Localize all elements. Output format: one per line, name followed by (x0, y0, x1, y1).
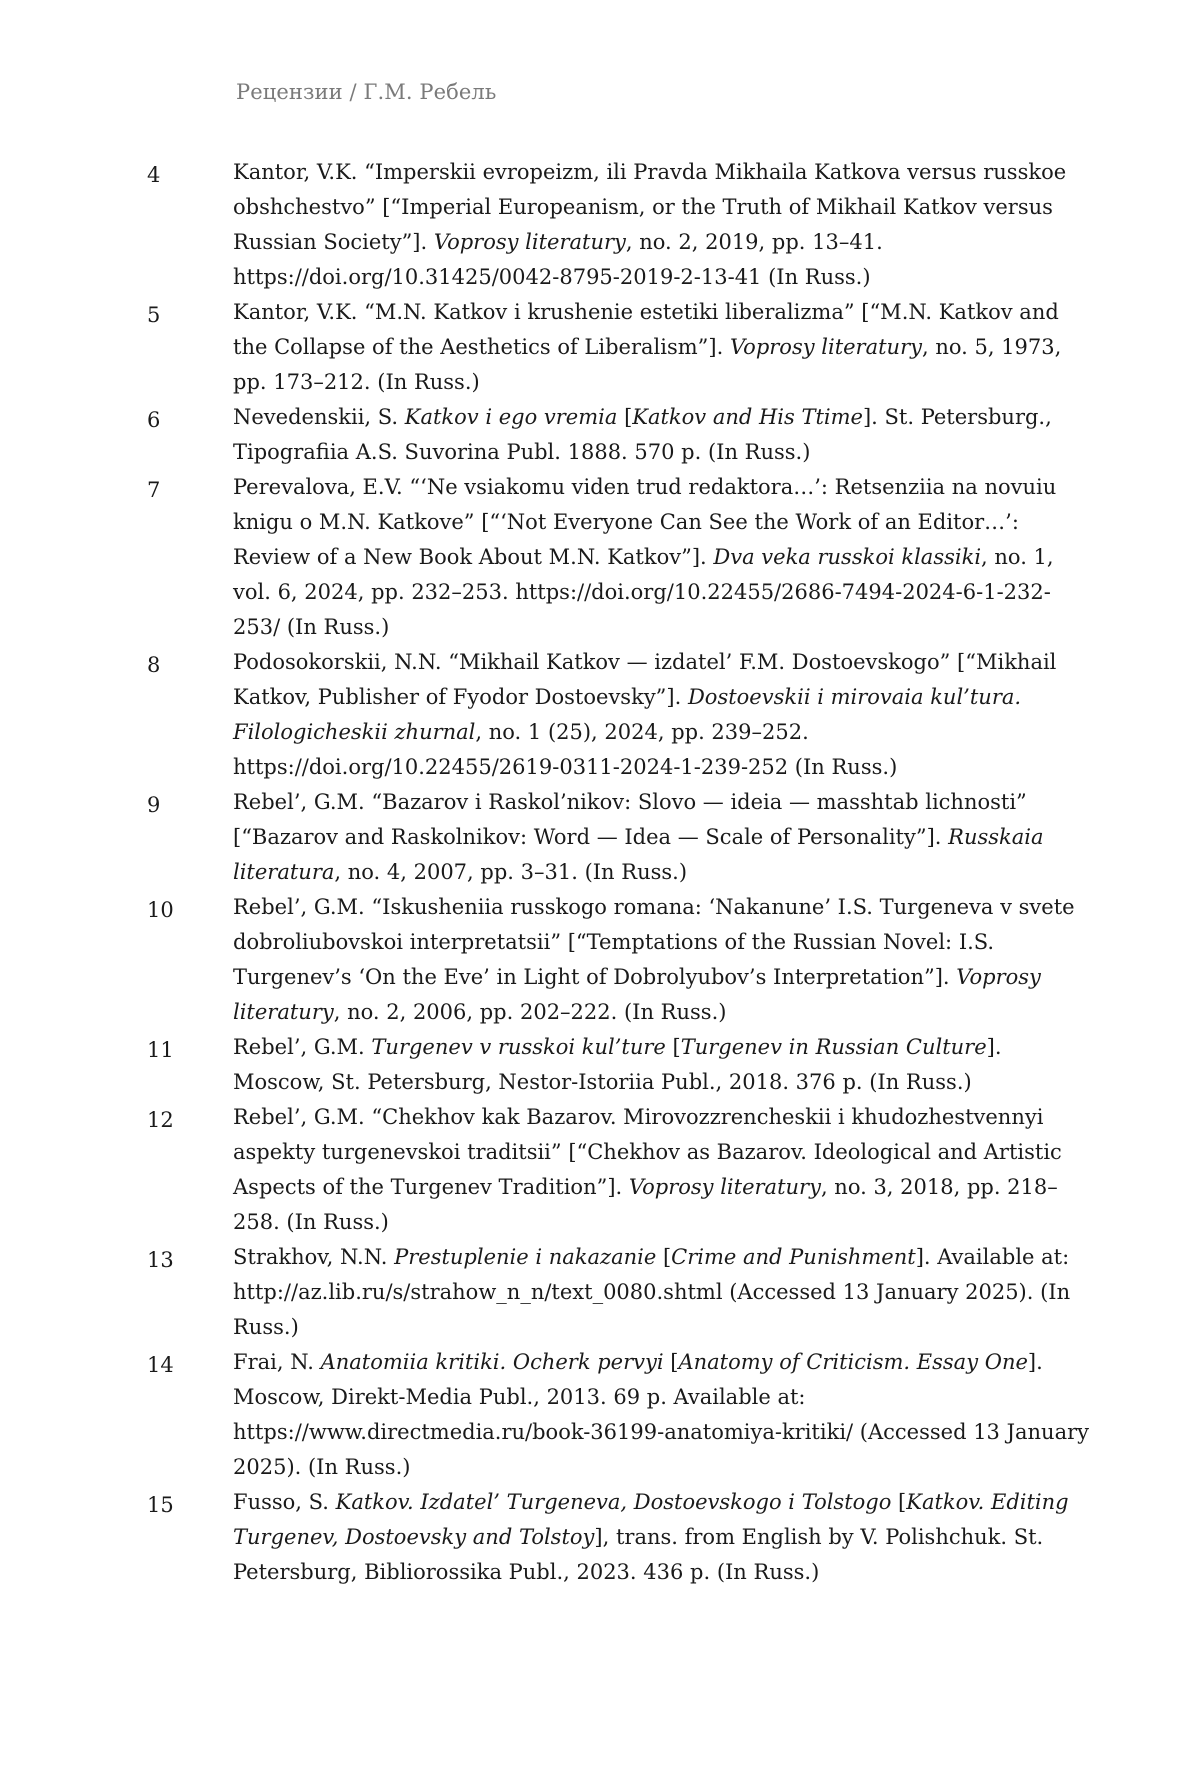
reference-text (233, 890, 1097, 1030)
reference-segment: [ (891, 1490, 907, 1514)
reference-number: 9 (147, 793, 161, 817)
reference-item (147, 155, 1097, 295)
reference-segment: , no. 3, 2018, pp. 218–258. (In Russ.) (233, 1175, 1058, 1234)
reference-title-italic: Voprosy literatury (433, 230, 626, 254)
reference-item (147, 645, 1097, 785)
reference-item (147, 785, 1097, 890)
reference-text (233, 1100, 1097, 1240)
reference-segment: , no. 1, vol. 6, 2024, pp. 232–253. https://doi.org/10.22455/2686-7494-2024-6-1-232-253/ (In Russ.) (233, 545, 1054, 639)
reference-segment: Rebel’, G.M. “Bazarov i Raskol’nikov: Slovo — ideia — masshtab lichnosti” [“Bazarov and Raskolnikov: Word — Idea — Scale of Personality”]. (233, 790, 1027, 849)
reference-segment: [ (663, 1350, 679, 1374)
reference-segment: Nevedenskii, S. (233, 405, 405, 429)
reference-item (147, 1030, 1097, 1100)
reference-title-italic: Dva veka russkoi klassiki (713, 545, 982, 569)
reference-title-italic: Dostoevskii i mirovaia kul’tura. Filologicheskii zhurnal (233, 685, 1022, 744)
reference-item (147, 1345, 1097, 1485)
reference-number: 8 (147, 653, 161, 677)
reference-text (233, 1345, 1097, 1485)
reference-title-italic: Voprosy literatury (233, 965, 1041, 1024)
reference-segment: Strakhov, N.N. (233, 1245, 395, 1269)
reference-segment: , no. 2, 2019, pp. 13–41. https://doi.org/10.31425/0042-8795-2019-2-13-41 (In Russ.) (233, 230, 883, 289)
reference-number: 7 (147, 478, 161, 502)
reference-segment: , no. 1 (25), 2024, pp. 239–252. https://doi.org/10.22455/2619-0311-2024-1-239-252 (In Russ.) (233, 720, 898, 779)
reference-segment: ], trans. from English by V. Polishchuk. St. Petersburg, Bibliorossika Publ., 2023. 436 p. (In Russ.) (233, 1525, 1044, 1584)
reference-title-italic: Voprosy literatury (628, 1175, 821, 1199)
reference-item (147, 1100, 1097, 1240)
reference-number: 10 (147, 898, 174, 922)
reference-item (147, 890, 1097, 1030)
reference-segment: ]. Moscow, Direkt-Media Publ., 2013. 69 p. Available at: https://www.directmedia.ru/book-36199-anatomiya-kritiki/ (Accessed 13 January 2025). (In Russ.) (233, 1350, 1089, 1479)
reference-segment: ]. Available at: http://az.lib.ru/s/strahow_n_n/text_0080.shtml (Accessed 13 January 2025). (In Russ.) (233, 1245, 1071, 1339)
reference-title-italic: Crime and Punishment (671, 1245, 916, 1269)
reference-segment: [ (617, 405, 633, 429)
reference-number: 4 (147, 163, 161, 187)
reference-text (233, 1240, 1097, 1345)
reference-title-italic: Turgenev in Russian Culture (680, 1035, 987, 1059)
reference-segment: , no. 4, 2007, pp. 3–31. (In Russ.) (334, 860, 688, 884)
reference-title-italic: Prestuplenie i nakazanie (394, 1245, 657, 1269)
reference-segment: Kantor, V.K. “Imperskii evropeizm, ili Pravda Mikhaila Katkova versus russkoe obshchestvo” [“Imperial Europeanism, or the Truth of Mikhail Katkov versus Russian Society”]. (233, 160, 1067, 254)
reference-number: 5 (147, 303, 161, 327)
reference-text (233, 400, 1097, 470)
reference-text (233, 1485, 1097, 1590)
reference-item (147, 1240, 1097, 1345)
reference-number: 14 (147, 1353, 174, 1377)
reference-segment: Rebel’, G.M. “Chekhov kak Bazarov. Mirovozzrencheskii i khudozhestvennyi aspekty turgenevskoi traditsii” [“Chekhov as Bazarov. Ideological and Artistic Aspects of the Turgenev Tradition”]. (233, 1105, 1062, 1199)
reference-text (233, 470, 1097, 645)
reference-title-italic: Voprosy literatury (729, 335, 922, 359)
reference-title-italic: Katkov. Editing Turgenev, Dostoevsky and Tolstoy (233, 1490, 1069, 1549)
reference-text (233, 1030, 1097, 1100)
reference-item (147, 400, 1097, 470)
reference-item (147, 1485, 1097, 1590)
reference-text (233, 155, 1097, 295)
reference-number: 15 (147, 1493, 174, 1517)
reference-segment: Kantor, V.K. “M.N. Katkov i krushenie estetiki liberalizma” [“M.N. Katkov and the Collapse of the Aesthetics of Liberalism”]. (233, 300, 1059, 359)
reference-segment: , no. 2, 2006, pp. 202–222. (In Russ.) (333, 1000, 727, 1024)
reference-number: 6 (147, 408, 161, 432)
reference-segment: Rebel’, G.M. (233, 1035, 372, 1059)
reference-segment: [ (656, 1245, 672, 1269)
reference-segment: Podosokorskii, N.N. “Mikhail Katkov — izdatel’ F.M. Dostoevskogo” [“Mikhail Katkov, Publisher of Fyodor Dostoevsky”]. (233, 650, 1057, 709)
reference-text (233, 785, 1097, 890)
running-head: Рецензии / Г.М. Ребель (236, 80, 497, 104)
reference-title-italic: Katkov and His Ttime (632, 405, 863, 429)
reference-title-italic: Anatomy of Criticism. Essay One (678, 1350, 1028, 1374)
reference-segment: ]. Moscow, St. Petersburg, Nestor-Istoriia Publ., 2018. 376 p. (In Russ.) (233, 1035, 1002, 1094)
reference-segment: Rebel’, G.M. “Iskusheniia russkogo romana: ‘Nakanune’ I.S. Turgeneva v svete dobroliubovskoi interpretatsii” [“Temptations of the Russian Novel: I.S. Turgenev’s ‘On the Eve’ in Light of Dobrolyubov’s Interpretation”]. (233, 895, 1075, 989)
reference-segment: ]. St. Petersburg., Tipografiia A.S. Suvorina Publ. 1888. 570 p. (In Russ.) (233, 405, 1052, 464)
reference-segment: [ (665, 1035, 681, 1059)
reference-item (147, 470, 1097, 645)
reference-number: 11 (147, 1038, 174, 1062)
reference-list (147, 155, 1097, 1590)
reference-title-italic: Russkaia literatura (233, 825, 1044, 884)
reference-item (147, 295, 1097, 400)
reference-title-italic: Katkov i ego vremia (404, 405, 618, 429)
reference-text (233, 295, 1097, 400)
reference-segment: Fusso, S. (233, 1490, 336, 1514)
reference-segment: Perevalova, E.V. “‘Ne vsiakomu viden trud redaktora…’: Retsenziia na novuiu knigu o M.N. Katkove” [“‘Not Everyone Can See the Work of an Editor…’: Review of a New Book About M.N. Katkov”]. (233, 475, 1057, 569)
reference-text (233, 645, 1097, 785)
reference-number: 12 (147, 1108, 174, 1132)
reference-number: 13 (147, 1248, 174, 1272)
reference-segment: Frai, N. (233, 1350, 321, 1374)
reference-title-italic: Turgenev v russkoi kul’ture (371, 1035, 666, 1059)
reference-title-italic: Anatomiia kritiki. Ocherk pervyi (320, 1350, 664, 1374)
reference-segment: , no. 5, 1973, pp. 173–212. (In Russ.) (233, 335, 1062, 394)
reference-title-italic: Katkov. Izdatel’ Turgeneva, Dostoevskogo i Tolstogo (335, 1490, 892, 1514)
